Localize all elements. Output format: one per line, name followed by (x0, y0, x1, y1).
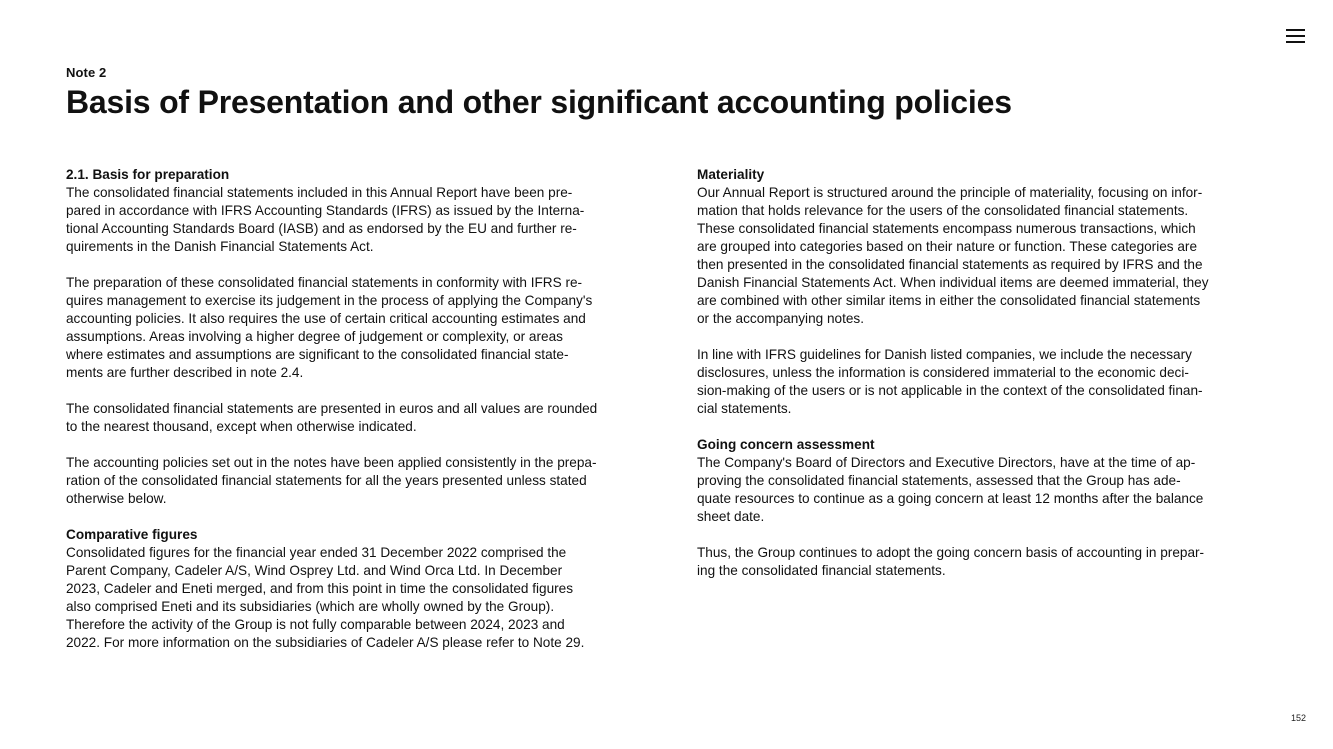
paragraph (66, 544, 640, 652)
menu-bar (1286, 29, 1305, 31)
paragraph (697, 184, 1271, 328)
text-line: quate resources to continue as a going concern at least 12 months after the balance (697, 491, 1204, 506)
text-line: quires management to exercise its judgement in the process of applying the Company's (66, 293, 593, 308)
text-line: These consolidated financial statements encompass numerous transactions, which (697, 221, 1196, 236)
text-line: otherwise below. (66, 491, 167, 506)
text-line: Thus, the Group continues to adopt the going concern basis of accounting in prepar- (697, 545, 1205, 560)
text-line: The preparation of these consolidated financial statements in conformity with IFRS re- (66, 275, 583, 290)
paragraph (697, 544, 1271, 580)
text-line: tional Accounting Standards Board (IASB) and as endorsed by the EU and further re- (66, 221, 577, 236)
text-line: mation that holds relevance for the users of the consolidated financial statements. (697, 203, 1189, 218)
text-line: ration of the consolidated financial statements for all the years presented unless stated (66, 473, 587, 488)
text-line: sheet date. (697, 509, 765, 524)
section-heading-basis: 2.1. Basis for preparation (66, 167, 230, 182)
section-heading-comparative: Comparative figures (66, 527, 198, 542)
text-line: are combined with other similar items in either the consolidated financial statements (697, 293, 1201, 308)
text-line: proving the consolidated financial statements, assessed that the Group has ade- (697, 473, 1181, 488)
right-column (697, 166, 1271, 580)
page-number: 152 (1291, 713, 1307, 723)
text-line: The consolidated financial statements included in this Annual Report have been pre- (66, 185, 573, 200)
text-line: are grouped into categories based on their nature or function. These categories are (697, 239, 1198, 254)
text-line: then presented in the consolidated financial statements as required by IFRS and the (697, 257, 1203, 272)
text-line: 2023, Cadeler and Eneti merged, and from this point in time the consolidated figures (66, 581, 574, 596)
menu-bar (1286, 35, 1305, 37)
paragraph (66, 454, 640, 508)
text-line: Therefore the activity of the Group is not fully comparable between 2024, 2023 and (66, 617, 565, 632)
paragraph (66, 184, 640, 256)
text-line: Danish Financial Statements Act. When individual items are deemed immaterial, they (697, 275, 1209, 290)
menu-bar (1286, 41, 1305, 43)
section-heading-going-concern: Going concern assessment (697, 437, 875, 452)
text-line: disclosures, unless the information is considered immaterial to the economic deci- (697, 365, 1189, 380)
text-line: ing the consolidated financial statements. (697, 563, 946, 578)
paragraph (697, 346, 1271, 418)
section-heading-materiality: Materiality (697, 167, 765, 182)
note-label: Note 2 (66, 65, 107, 80)
text-line: The accounting policies set out in the notes have been applied consistently in the prepa- (66, 455, 597, 470)
text-line: quirements in the Danish Financial Statements Act. (66, 239, 374, 254)
hamburger-menu-icon[interactable] (1286, 27, 1306, 45)
page-title: Basis of Presentation and other significant accounting policies (66, 84, 1012, 120)
text-line: pared in accordance with IFRS Accounting Standards (IFRS) as issued by the Interna- (66, 203, 585, 218)
text-line: assumptions. Areas involving a higher degree of judgement or complexity, or areas (66, 329, 563, 344)
text-line: In line with IFRS guidelines for Danish listed companies, we include the necessary (697, 347, 1192, 362)
text-line: cial statements. (697, 401, 792, 416)
text-line: also comprised Eneti and its subsidiaries (which are wholly owned by the Group). (66, 599, 555, 614)
paragraph (66, 400, 640, 436)
text-line: Consolidated figures for the financial year ended 31 December 2022 comprised the (66, 545, 567, 560)
text-line: or the accompanying notes. (697, 311, 865, 326)
paragraph (697, 454, 1271, 526)
text-line: where estimates and assumptions are significant to the consolidated financial state- (66, 347, 569, 362)
text-line: The consolidated financial statements are presented in euros and all values are rounded (66, 401, 598, 416)
text-line: to the nearest thousand, except when otherwise indicated. (66, 419, 417, 434)
paragraph (66, 274, 640, 382)
text-line: ments are further described in note 2.4. (66, 365, 304, 380)
text-line: Our Annual Report is structured around the principle of materiality, focusing on infor- (697, 185, 1203, 200)
text-line: The Company's Board of Directors and Executive Directors, have at the time of ap- (697, 455, 1196, 470)
text-line: sion-making of the users or is not applicable in the context of the consolidated finan- (697, 383, 1203, 398)
text-line: accounting policies. It also requires the use of certain critical accounting estimates and (66, 311, 586, 326)
text-line: Parent Company, Cadeler A/S, Wind Osprey Ltd. and Wind Orca Ltd. In December (66, 563, 563, 578)
left-column (66, 166, 640, 652)
text-line: 2022. For more information on the subsidiaries of Cadeler A/S please refer to Note 29. (66, 635, 585, 650)
